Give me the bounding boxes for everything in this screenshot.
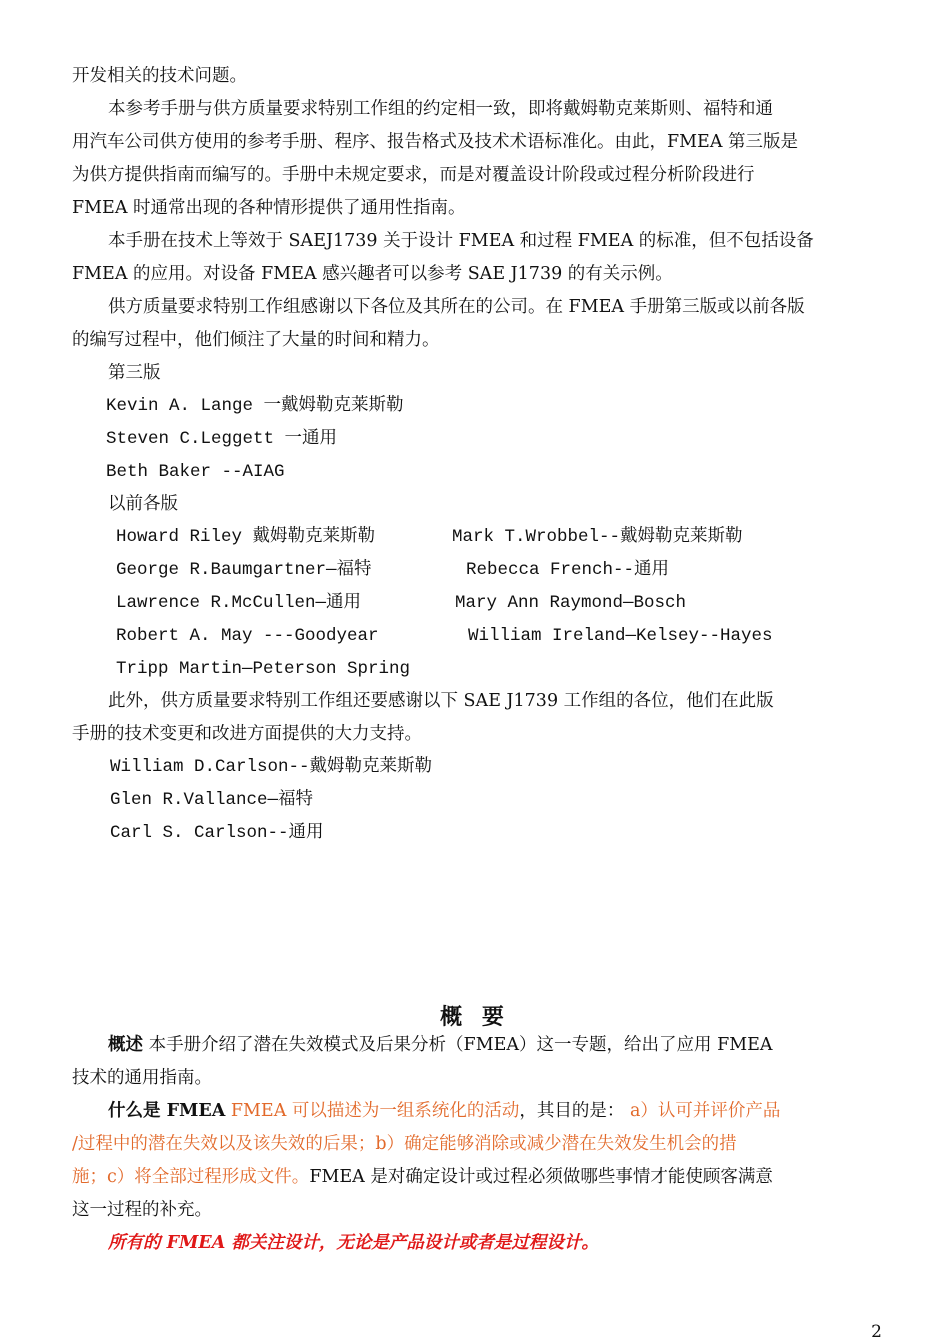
contributor-name: Tripp Martin—Peterson Spring — [116, 659, 411, 679]
contributor-name: Rebecca French--通用 — [466, 560, 670, 580]
contributor-name: Glen R.Vallance—福特 — [110, 790, 314, 810]
what-is-fmea-label: 什么是 FMEA — [108, 1101, 226, 1121]
paragraph-line — [72, 1165, 773, 1189]
contributor-name: Howard Riley 戴姆勒克莱斯勒 — [116, 527, 376, 547]
contributor-name: Kevin A. Lange 一戴姆勒克莱斯勒 — [106, 396, 404, 416]
fmea-supplement-text: FMEA 是对确定设计或过程必须做哪些事情才能使顾客满意 — [309, 1167, 773, 1187]
overview-line — [108, 1033, 773, 1057]
fmea-purpose-item-c: 施；c）将全部过程形成文件。 — [72, 1167, 310, 1187]
paragraph-line: 本手册在技术上等效于 SAEJ1739 关于设计 FMEA 和过程 FMEA 的标准，但不包括设备 — [108, 231, 814, 251]
page-number: 2 — [871, 1322, 882, 1342]
fmea-purpose-item-a: a）认可并评价产品 — [624, 1101, 781, 1121]
overview-text: 本手册介绍了潜在失效模式及后果分析（FMEA）这一专题，给出了应用 FMEA — [143, 1035, 773, 1055]
contributor-name: George R.Baumgartner—福特 — [116, 560, 372, 580]
paragraph-line: /过程中的潜在失效以及该失效的后果；b）确定能够消除或减少潜在失效发生机会的措 — [72, 1134, 737, 1154]
fmea-definition-text: FMEA 可以描述为一组系统化的活动 — [225, 1101, 520, 1121]
paragraph-line: 的编写过程中，他们倾注了大量的时间和精力。 — [72, 330, 440, 350]
paragraph-line: 此外，供方质量要求特别工作组还要感谢以下 SAE J1739 工作组的各位，他们在此版 — [108, 691, 774, 711]
contributor-name: Robert A. May ---Goodyear — [116, 626, 379, 646]
paragraph-line: 这一过程的补充。 — [72, 1200, 212, 1220]
contributor-name: Beth Baker --AIAG — [106, 462, 285, 482]
paragraph-line: FMEA 时通常出现的各种情形提供了通用性指南。 — [72, 198, 466, 218]
contributor-name: Lawrence R.McCullen—通用 — [116, 593, 362, 613]
contributor-name: William Ireland—Kelsey--Hayes — [468, 626, 773, 646]
paragraph-line: 手册的技术变更和改进方面提供的大力支持。 — [72, 724, 422, 744]
contributor-name: Steven C.Leggett 一通用 — [106, 429, 338, 449]
section-title: 概 要 — [440, 1004, 510, 1030]
third-edition-heading: 第三版 — [108, 363, 161, 383]
paragraph-line: 本参考手册与供方质量要求特别工作组的约定相一致，即将戴姆勒克莱斯则、福特和通 — [108, 99, 773, 119]
paragraph-line: 用汽车公司供方使用的参考手册、程序、报告格式及技术术语标准化。由此，FMEA 第三版是 — [72, 132, 799, 152]
paragraph-line: FMEA 的应用。对设备 FMEA 感兴趣者可以参考 SAE J1739 的有关示例。 — [72, 264, 673, 284]
contributor-name: Mark T.Wrobbel--戴姆勒克莱斯勒 — [452, 527, 743, 547]
contributor-name: William D.Carlson--戴姆勒克莱斯勒 — [110, 757, 433, 777]
paragraph-line: 技术的通用指南。 — [72, 1068, 212, 1088]
previous-editions-heading: 以前各版 — [108, 494, 178, 514]
paragraph-line: 为供方提供指南而编写的。手册中未规定要求，而是对覆盖设计阶段或过程分析阶段进行 — [72, 165, 755, 185]
paragraph-line: 供方质量要求特别工作组感谢以下各位及其所在的公司。在 FMEA 手册第三版或以前各版 — [108, 297, 805, 317]
fmea-purpose-text: ，其目的是： — [519, 1101, 625, 1121]
emphasis-statement: 所有的 FMEA 都关注设计，无论是产品设计或者是过程设计。 — [108, 1233, 599, 1253]
overview-label: 概述 — [108, 1035, 143, 1055]
paragraph-line: 开发相关的技术问题。 — [72, 66, 247, 86]
contributor-name: Carl S. Carlson--通用 — [110, 823, 324, 843]
contributor-name: Mary Ann Raymond—Bosch — [455, 593, 687, 613]
what-is-fmea-line — [108, 1099, 780, 1123]
